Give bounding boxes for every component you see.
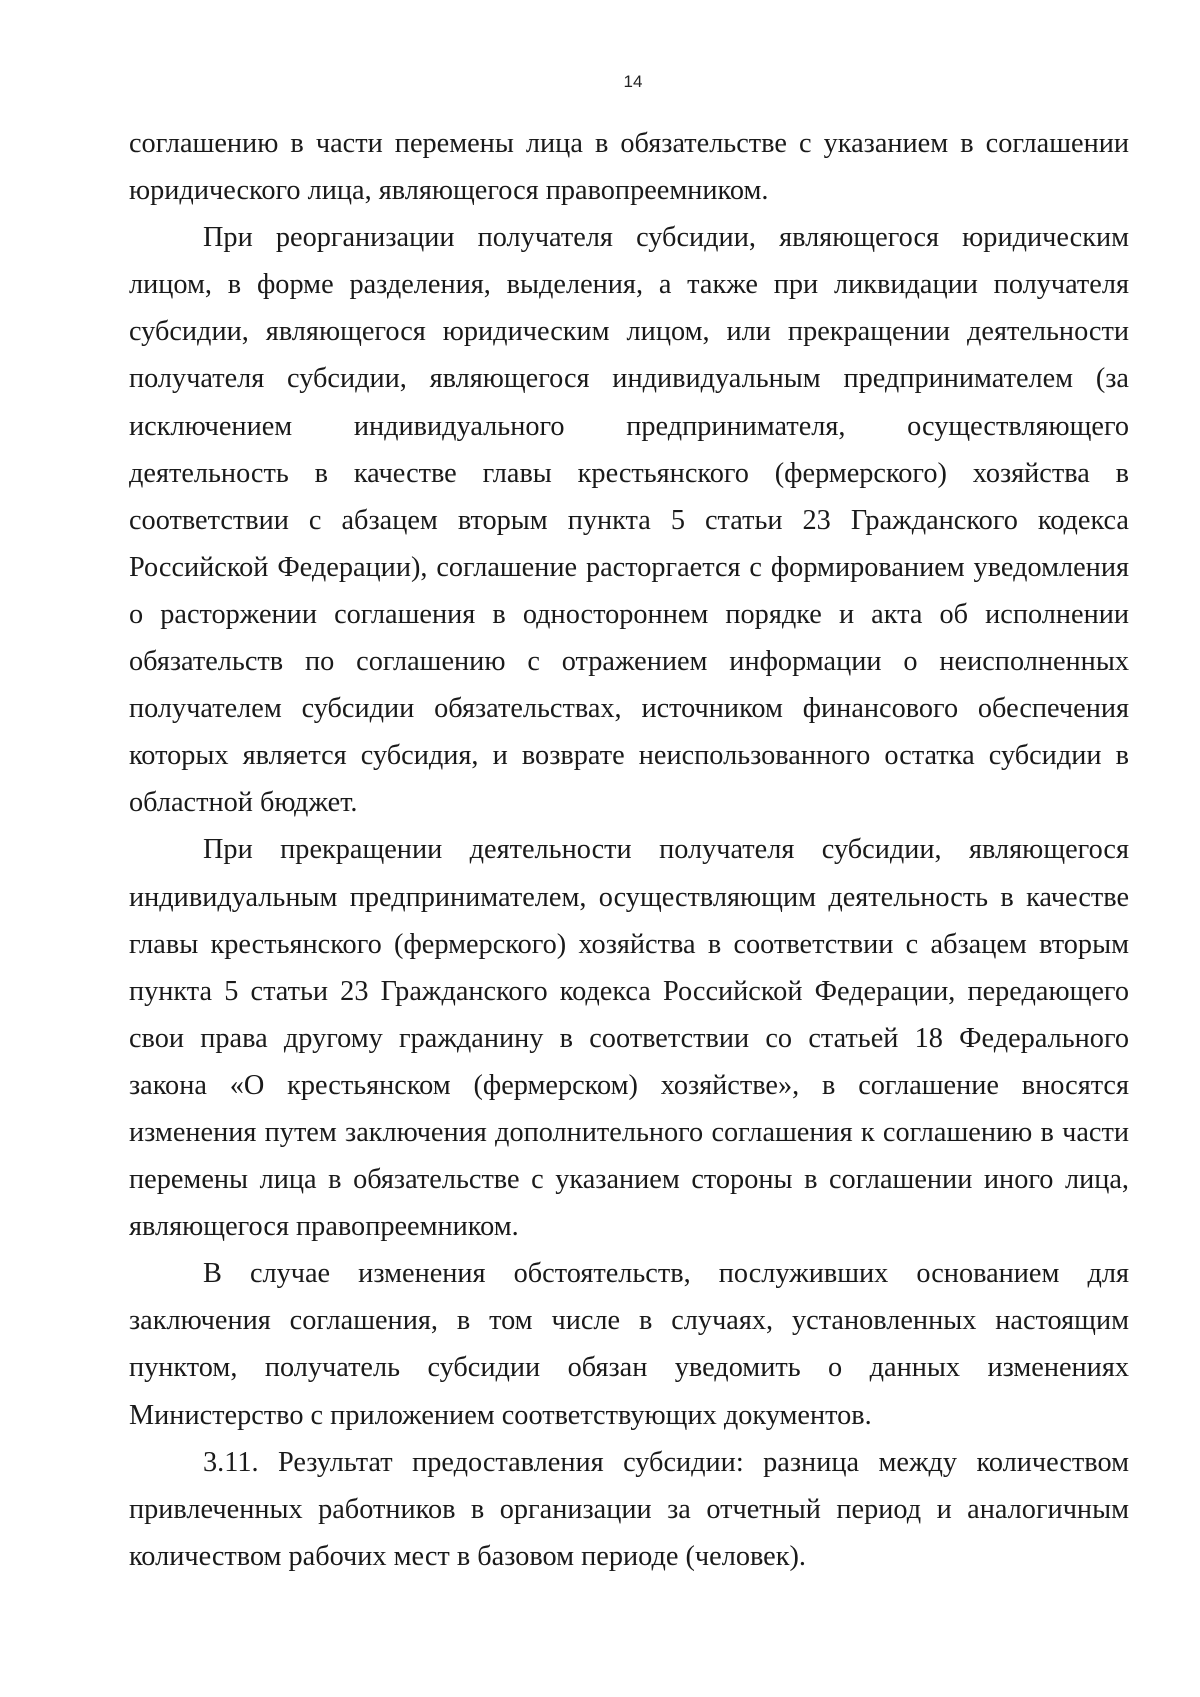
- paragraph-subsidy-result: 3.11. Результат предоставления субсидии: разница между количеством привлеченных работников в организации за отчетный период и аналогичным количеством рабочих мест в базовом периоде (человек).: [129, 1446, 1129, 1572]
- paragraph-reorganization: При реорганизации получателя субсидии, являющегося юридическим лицом, в форме разделения, выделения, а также при ликвидации получателя субсидии, являющегося юридическим лицом, или прекращении деятельности получателя субсидии, являющегося индивидуальным предпринимателем (за исключением индивидуального предпринимателя, осуществляющего деятельность в качестве главы крестьянского (фермерского) хозяйства в соответствии с абзацем вторым пункта 5 статьи 23 Гражданского кодекса Российской Федерации), соглашение расторгается с формированием уведомления о расторжении соглашения в одностороннем порядке и акта об исполнении обязательств по соглашению с отражением информации о неисполненных получателем субсидии обязательствах, источником финансового обеспечения которых является субсидия, и возврате неиспользованного остатка субсидии в областной бюджет.: [129, 222, 1129, 819]
- page-number: 14: [623, 72, 643, 91]
- paragraph-termination-farm: При прекращении деятельности получателя субсидии, являющегося индивидуальным предпринимателем, осуществляющим деятельность в качестве главы крестьянского (фермерского) хозяйства в соответствии с абзацем вторым пункта 5 статьи 23 Гражданского кодекса Российской Федерации, передающего свои права другому гражданину в соответствии со статьей 18 Федерального закона «О крестьянском (фермерском) хозяйстве», в соглашение вносятся изменения путем заключения дополнительного соглашения к соглашению в части перемены лица в обязательстве с указанием стороны в соглашении иного лица, являющегося правопреемником.: [129, 834, 1129, 1243]
- document-body: [129, 120, 1129, 1580]
- paragraph-continuation: соглашению в части перемены лица в обязательстве с указанием в соглашении юридического лица, являющегося правопреемником.: [129, 128, 1129, 207]
- paragraph-change-circumstances: В случае изменения обстоятельств, послуживших основанием для заключения соглашения, в том числе в случаях, установленных настоящим пунктом, получатель субсидии обязан уведомить о данных изменениях Министерство с приложением соответствующих документов.: [129, 1258, 1129, 1431]
